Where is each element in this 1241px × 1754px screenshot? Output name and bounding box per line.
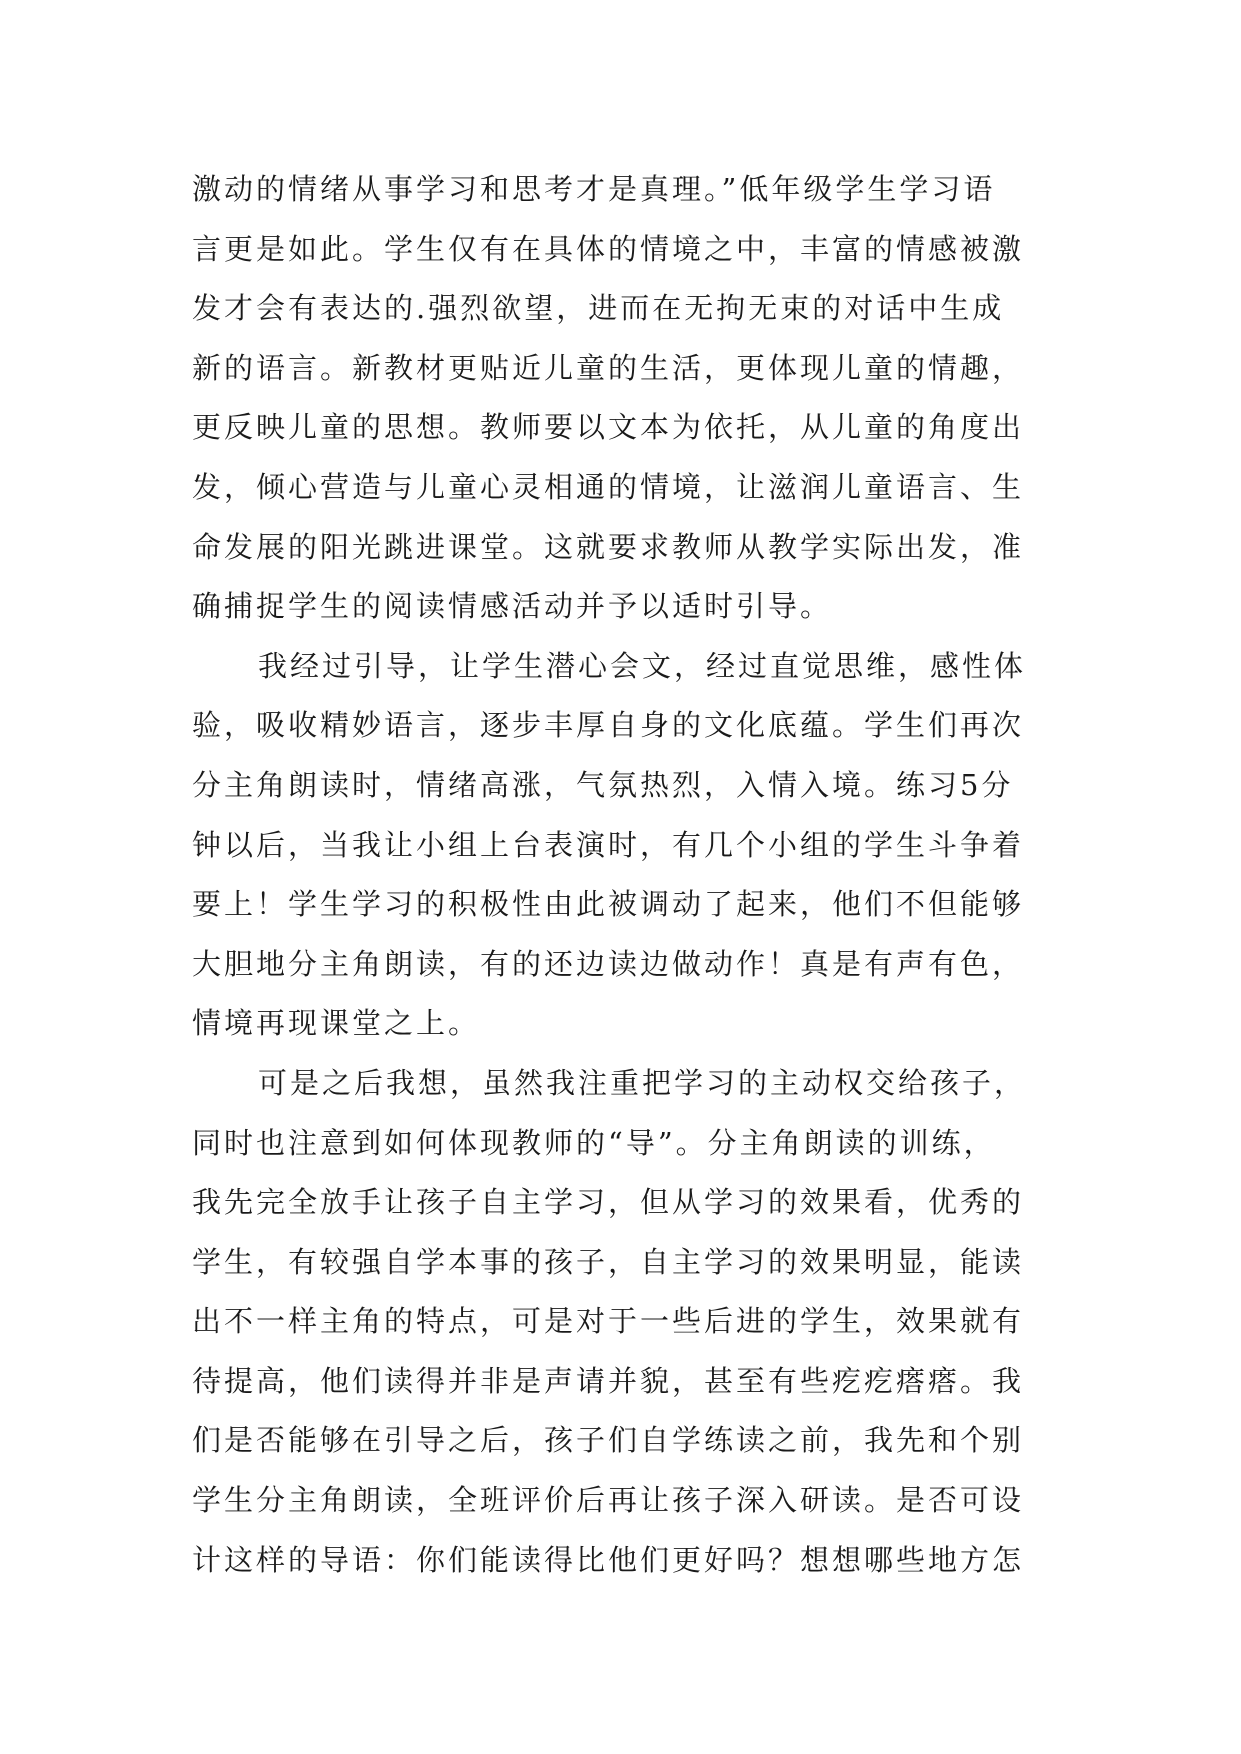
text-line: 学生分主角朗读，全班评价后再让孩子深入研读。是否可设 bbox=[192, 1483, 1025, 1518]
text-line: 确捕捉学生的阅读情感活动并予以适时引导。 bbox=[192, 589, 833, 624]
text-line: 情境再现课堂之上。 bbox=[192, 1006, 481, 1041]
text-line: 发，倾心营造与儿童心灵相通的情境，让滋润儿童语言、生 bbox=[192, 469, 1025, 504]
text-line: 出不一样主角的特点，可是对于一些后进的学生，效果就有 bbox=[192, 1304, 1025, 1339]
text-line: 学生，有较强自学本事的孩子，自主学习的效果明显，能读 bbox=[192, 1244, 1025, 1279]
text-line: 要上！学生学习的积极性由此被调动了起来，他们不但能够 bbox=[192, 887, 1025, 922]
text-line: 大胆地分主角朗读，有的还边读边做动作！真是有声有色， bbox=[192, 946, 1025, 981]
text-line: 可是之后我想，虽然我注重把学习的主动权交给孩子， bbox=[258, 1065, 1027, 1100]
text-line: 钟以后，当我让小组上台表演时，有几个小组的学生斗争着 bbox=[192, 827, 1025, 862]
text-line: 言更是如此。学生仅有在具体的情境之中，丰富的情感被激 bbox=[192, 231, 1025, 266]
text-line: 命发展的阳光跳进课堂。这就要求教师从教学实际出发，准 bbox=[192, 529, 1025, 564]
text-line: 同时也注意到如何体现教师的“导”。分主角朗读的训练， bbox=[192, 1125, 996, 1160]
text-line: 新的语言。新教材更贴近儿童的生活，更体现儿童的情趣， bbox=[192, 350, 1025, 385]
text-line: 验，吸收精妙语言，逐步丰厚自身的文化底蕴。学生们再次 bbox=[192, 708, 1025, 743]
text-line: 计这样的导语：你们能读得比他们更好吗？想想哪些地方怎 bbox=[192, 1542, 1025, 1577]
text-line: 我先完全放手让孩子自主学习，但从学习的效果看，优秀的 bbox=[192, 1185, 1025, 1220]
body-text bbox=[192, 160, 1060, 1590]
text-line: 更反映儿童的思想。教师要以文本为依托，从儿童的角度出 bbox=[192, 410, 1025, 445]
text-line: 分主角朗读时，情绪高涨，气氛热烈，入情入境。练习5分 bbox=[192, 767, 1014, 802]
text-line: 们是否能够在引导之后，孩子们自学练读之前，我先和个别 bbox=[192, 1423, 1025, 1458]
text-line: 激动的情绪从事学习和思考才是真理。”低年级学生学习语 bbox=[192, 172, 996, 206]
text-line: 发才会有表达的.强烈欲望，进而在无拘无束的对话中生成 bbox=[192, 291, 1005, 326]
text-line: 待提高，他们读得并非是声请并貌，甚至有些疙疙瘩瘩。我 bbox=[192, 1363, 1025, 1398]
text-line: 我经过引导，让学生潜心会文，经过直觉思维，感性体 bbox=[258, 648, 1027, 683]
